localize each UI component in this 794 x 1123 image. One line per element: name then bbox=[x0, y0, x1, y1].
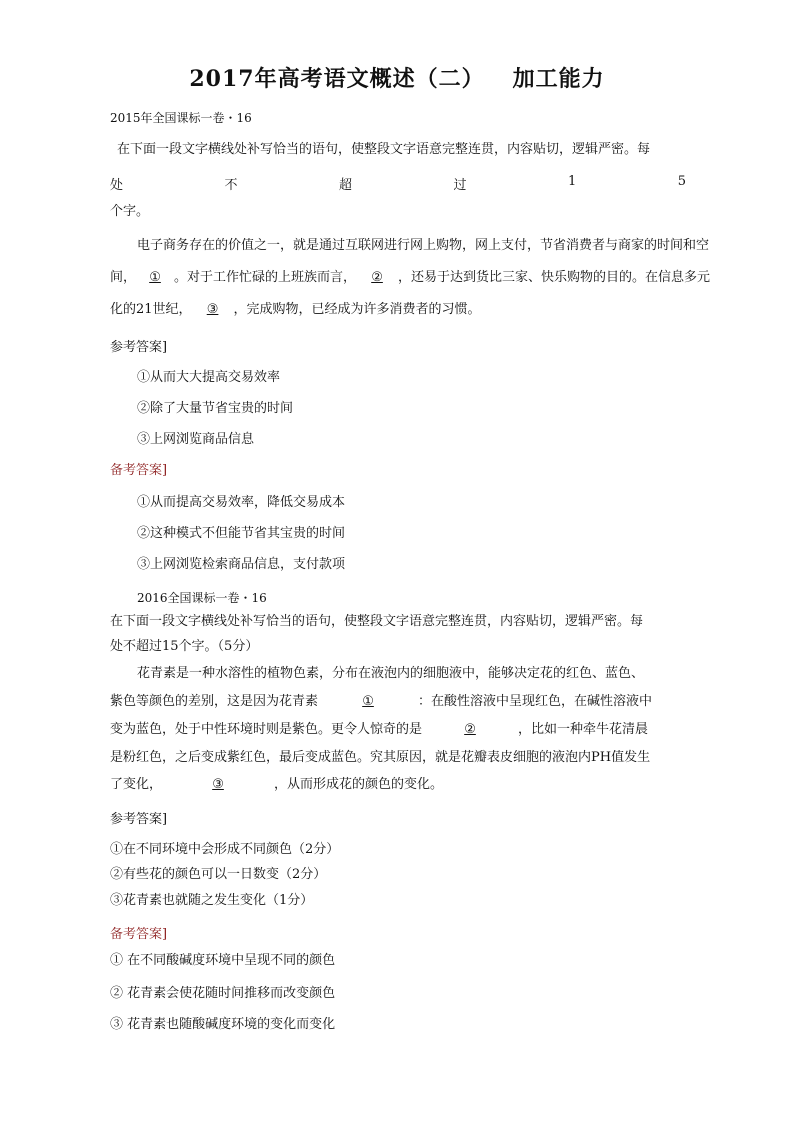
q2-reference-label: 参考答案] bbox=[110, 812, 168, 827]
spread-char: 超 bbox=[338, 178, 352, 193]
q2-passage-line5 bbox=[110, 777, 443, 793]
spread-char: 5 bbox=[677, 174, 686, 189]
q1-alt-answer: ②这种模式不但能节省其宝贵的时间 bbox=[137, 526, 346, 541]
q2-alt-label: 备考答案] bbox=[110, 927, 168, 942]
q2-reference-answer: ②有些花的颜色可以一日数变（2分） bbox=[110, 867, 327, 882]
q2-alt-answer: ③ 花青素也随酸碱度环境的变化而变化 bbox=[110, 1017, 336, 1032]
text: ，还易于达到货比三家、快乐购物的目的。在信息多元 bbox=[398, 270, 711, 285]
spread-char: 过 bbox=[453, 178, 467, 193]
text: 了变化， bbox=[110, 777, 163, 792]
q1-passage-line3 bbox=[110, 302, 481, 318]
q2-passage-line1: 花青素是一种水溶性的植物色素，分布在液泡内的细胞液中，能够决定花的红色、蓝色、 bbox=[137, 666, 645, 681]
text: 化的21世纪， bbox=[110, 302, 192, 317]
title-sub: 加工能力 bbox=[512, 66, 605, 92]
q2-reference-answer: ③花青素也就随之发生变化（1分） bbox=[110, 893, 314, 908]
q1-instruction-spread bbox=[110, 174, 686, 193]
spread-char: 处 bbox=[110, 178, 124, 193]
q1-reference-label: 参考答案] bbox=[110, 340, 168, 355]
q1-instruction-line3: 个字。 bbox=[110, 204, 150, 219]
text: 紫色等颜色的差别，这是因为花青素 bbox=[110, 694, 319, 709]
q2-instruction-line1: 在下面一段文字横线处补写恰当的语句，使整段文字语意完整连贯，内容贴切，逻辑严密。每 bbox=[110, 614, 644, 629]
q1-alt-answer: ①从而提高交易效率，降低交易成本 bbox=[137, 495, 346, 510]
spread-char: 不 bbox=[224, 178, 238, 193]
text: 。对于工作忙碌的上班族而言， bbox=[174, 270, 357, 285]
text: 间， bbox=[110, 270, 137, 285]
q2-passage-line2 bbox=[110, 694, 652, 710]
blank-1[interactable]: ① bbox=[362, 694, 374, 709]
q2-passage-line4: 是粉红色，之后变成紫红色，最后变成蓝色。究其原因，就是花瓣表皮细胞的液泡内PH值发生 bbox=[110, 750, 651, 765]
title-main: 2017年高考语文概述（二） bbox=[189, 66, 485, 92]
q2-instruction-line2: 处不超过15个字。（5分） bbox=[110, 639, 259, 654]
q2-alt-answer: ① 在不同酸碱度环境中呈现不同的颜色 bbox=[110, 953, 336, 968]
text: ，从而形成花的颜色的变化。 bbox=[274, 777, 444, 792]
text: ，比如一种牵牛花清晨 bbox=[518, 722, 649, 737]
q2-reference-answer: ①在不同环境中会形成不同颜色（2分） bbox=[110, 842, 340, 857]
q1-passage-line2 bbox=[110, 270, 710, 286]
q1-alt-answer: ③上网浏览检索商品信息，支付款项 bbox=[137, 557, 346, 572]
q1-reference-answer: ①从而大大提高交易效率 bbox=[137, 370, 281, 385]
q1-reference-answer: ③上网浏览商品信息 bbox=[137, 432, 255, 447]
text: ，完成购物，已经成为许多消费者的习惯。 bbox=[233, 302, 481, 317]
text: 变为蓝色，处于中性环境时则是紫色。更令人惊奇的是 bbox=[110, 722, 423, 737]
q1-instruction-line1: 在下面一段文字横线处补写恰当的语句，使整段文字语意完整连贯，内容贴切，逻辑严密。每 bbox=[117, 142, 651, 157]
page-title bbox=[0, 62, 794, 93]
q1-source: 2015年全国课标一卷・16 bbox=[110, 111, 252, 125]
q1-reference-answer: ②除了大量节省宝贵的时间 bbox=[137, 401, 294, 416]
q2-passage-line3 bbox=[110, 722, 648, 738]
blank-1[interactable]: ① bbox=[149, 270, 161, 285]
blank-3[interactable]: ③ bbox=[206, 302, 219, 317]
q1-passage-line1: 电子商务存在的价值之一，就是通过互联网进行网上购物，网上支付，节省消费者与商家的时间和空 bbox=[137, 238, 710, 253]
blank-2[interactable]: ② bbox=[371, 270, 383, 285]
text: ：在酸性溶液中呈现红色，在碱性溶液中 bbox=[418, 694, 653, 709]
blank-2[interactable]: ② bbox=[464, 722, 476, 737]
blank-3[interactable]: ③ bbox=[212, 777, 224, 792]
q2-source: 2016全国课标一卷・16 bbox=[137, 591, 267, 605]
q1-alt-label: 备考答案] bbox=[110, 463, 168, 478]
q2-alt-answer: ② 花青素会使花随时间推移而改变颜色 bbox=[110, 986, 336, 1001]
spread-char: 1 bbox=[567, 174, 577, 189]
